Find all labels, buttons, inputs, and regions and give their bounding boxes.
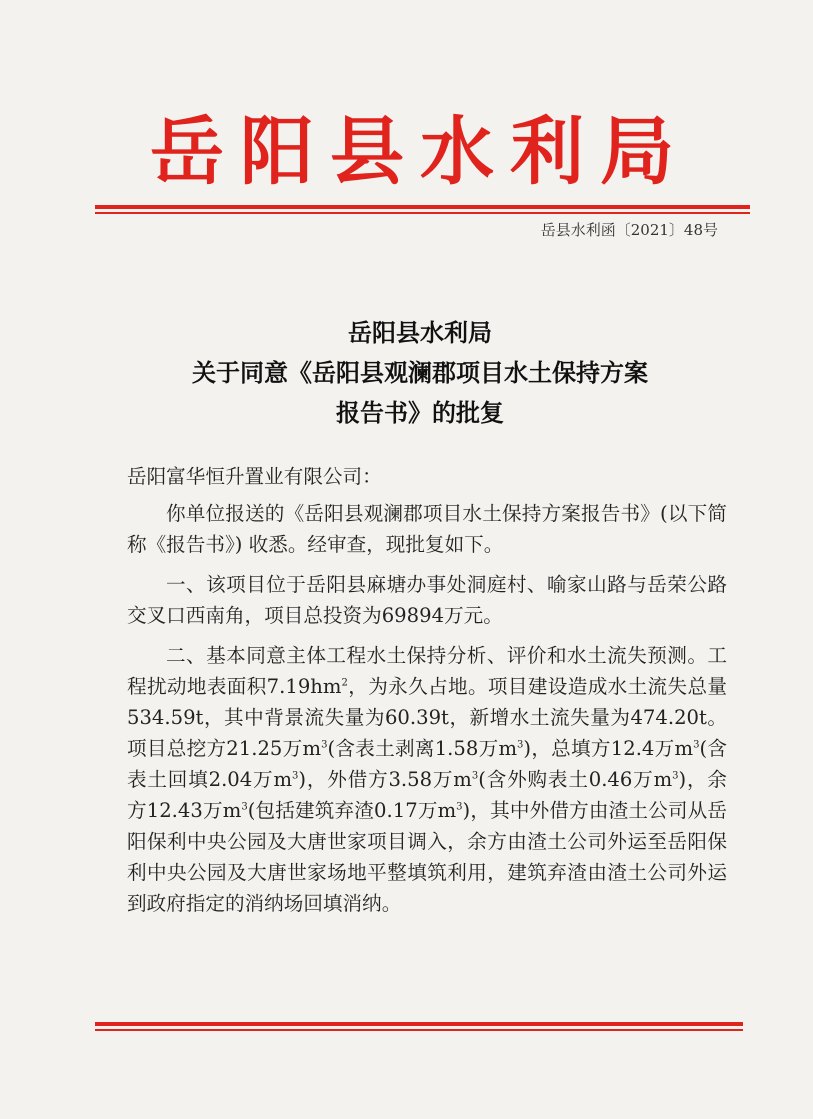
footer-red-rule-thin [95,1029,743,1031]
paragraph-location: 一、该项目位于岳阳县麻塘办事处洞庭村、喻家山路与岳荣公路交叉口西南角，项目总投资为69894万元。 [127,573,727,627]
p3-part-i: (包括建筑弃渣0.17万m [247,799,457,822]
volume-unit-superscript: 3 [321,739,328,751]
p3-part-e: (含表土回填2.04万m [127,737,727,791]
title-line-2: 关于同意《岳阳县观澜郡项目水土保持方案 [192,358,648,387]
document-body [127,461,727,928]
p3-part-d: )，总填方12.4万m [523,737,694,760]
p3-part-c: (含表土剥离1.58万m [327,737,518,760]
p3-part-a: 二、基本同意主体工程水土保持分析、评价和水土流失预测。工程扰动地表面积7.19hm [127,644,727,698]
issuing-authority-header: 岳阳县水利局 [150,109,690,195]
p3-part-j: )，其中外借方由渣土公司从岳阳保利中央公园及大唐世家项目调入，余方由渣土公司外运至岳阳保利中央公园及大唐世家场地平整填筑利用，建筑弃渣由渣土公司外运到政府指定的消纳场回填消纳。 [127,799,727,915]
p3-part-f: )，外借方3.58万m [298,768,472,791]
p3-part-h: )，余方12.43万m [127,768,727,822]
volume-unit-superscript: 3 [672,770,679,782]
header-red-rule-thick [95,205,750,209]
salutation: 岳阳富华恒升置业有限公司： [127,465,382,488]
document-title [90,313,750,433]
header-red-rule-thin [95,212,750,214]
paragraph-soil-loss [127,640,727,919]
document-number: 岳县水利函〔2021〕48号 [540,221,718,239]
title-line-1: 岳阳县水利局 [348,318,492,347]
volume-unit-superscript: 3 [292,770,299,782]
p3-part-b: ，为永久占地。项目建设造成水土流失总量534.59t，其中背景流失量为60.39t，新增水土流失量为474.20t。项目总挖方21.25万m [127,675,728,760]
area-unit-superscript: 2 [341,677,348,689]
volume-unit-superscript: 3 [456,801,463,813]
p3-part-g: (含外购表土0.46万m [478,768,673,791]
volume-unit-superscript: 3 [471,770,479,782]
paragraph-receipt: 你单位报送的《岳阳县观澜郡项目水土保持方案报告书》(以下简称《报告书》) 收悉。经审查，现批复如下。 [127,502,727,556]
volume-unit-superscript: 3 [241,801,248,813]
volume-unit-superscript: 3 [517,739,524,751]
footer-red-rule-thick [95,1022,743,1026]
title-line-3: 报告书》的批复 [336,398,504,427]
volume-unit-superscript: 3 [693,739,700,751]
